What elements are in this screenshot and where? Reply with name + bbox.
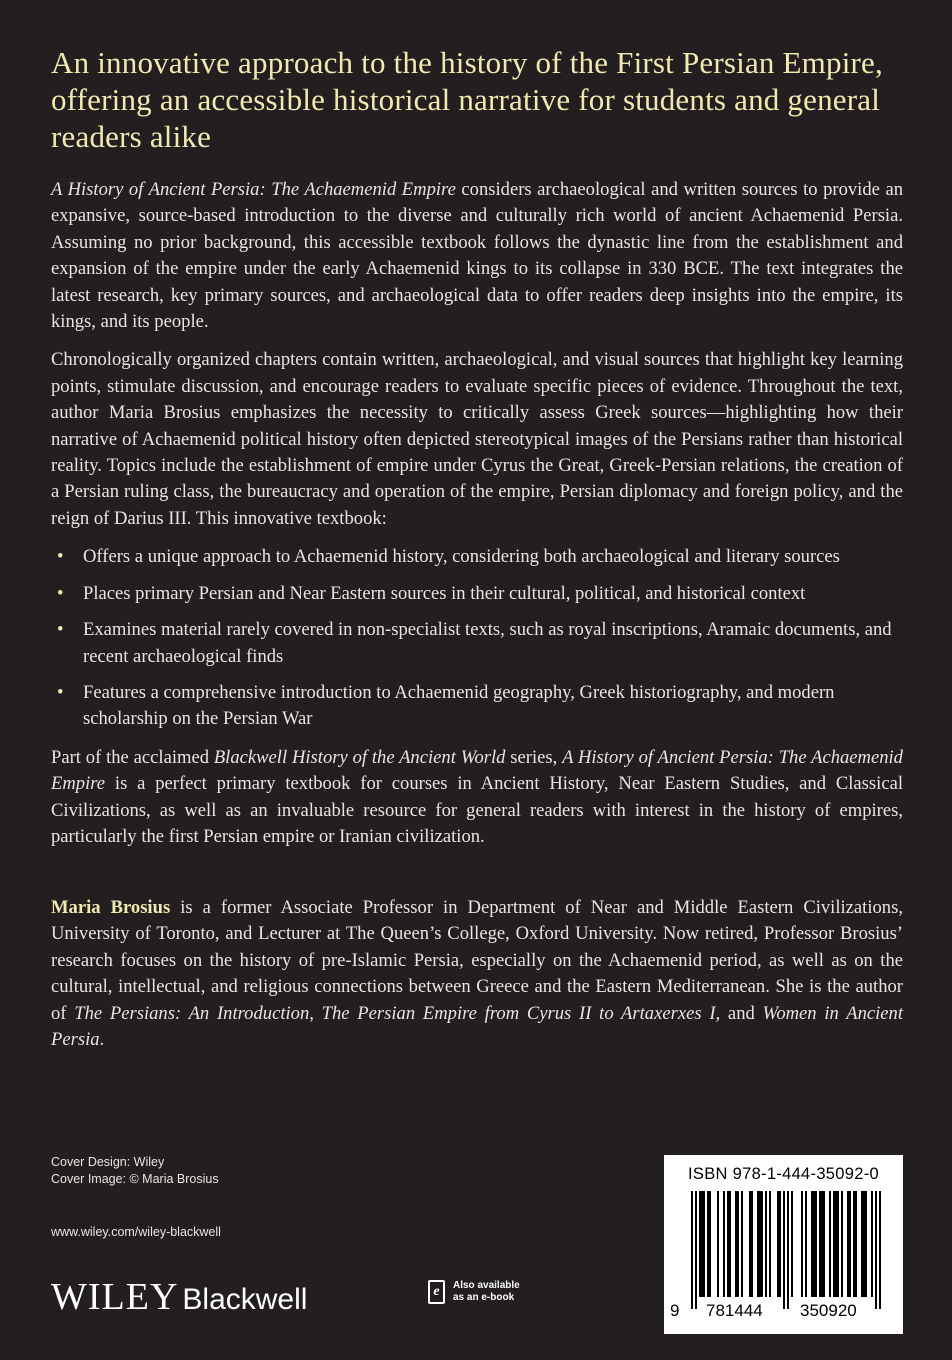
barcode-bar [759, 1191, 761, 1297]
barcode-bar [879, 1191, 881, 1309]
barcode-bar [787, 1191, 789, 1309]
isbn-label: ISBN 978-1-444-35092-0 [688, 1165, 879, 1183]
blackwell-wordmark: Blackwell [182, 1283, 308, 1316]
bullet-icon: • [57, 582, 64, 604]
barcode-bar [801, 1191, 803, 1297]
author-bio: Maria Brosius is a former Associate Professor in Department of Near and Middle Eastern Civilizations, University of Toronto, and Lecturer at The Queen’s College, Oxford University. Now retired, Professor Brosius’ research focuses on the history of pre-Islamic Persia, especially on the Achaemenid period, as well as on the cultural, intellectual, and religious connections between Greece and the Eastern Mediterranean. She is the author of The Persians: An Introduction, The Persian Empire from Cyrus II to Artaxerxes I, and Women in Ancient Persia. [51, 897, 904, 1051]
list-item: • Offers a unique approach to Achaemenid history, considering both archaeological and literary sources [51, 544, 903, 570]
barcode-bar [707, 1191, 709, 1297]
barcode-bar [819, 1191, 821, 1297]
barcode-bar [837, 1191, 839, 1297]
barcode-bar [729, 1191, 731, 1297]
ebook-icon: e [428, 1280, 445, 1304]
barcode-bar [829, 1191, 831, 1297]
list-item: • Places primary Persian and Near Eastern sources in their cultural, political, and historical context [51, 581, 903, 607]
publisher-logo [51, 1275, 307, 1319]
barcode-bar [741, 1191, 743, 1297]
barcode-icon [681, 1191, 886, 1311]
barcode-bar [805, 1191, 807, 1297]
barcode-bar [737, 1191, 739, 1297]
barcode-bar [717, 1191, 719, 1297]
barcode-bar [811, 1191, 813, 1297]
barcode-bar [813, 1191, 815, 1297]
barcode-bar [833, 1191, 835, 1297]
barcode-digits-right: 350920 [800, 1301, 857, 1320]
headline: An innovative approach to the history of the First Persian Empire, offering an accessible historical narrative for students and general readers alike [51, 45, 883, 154]
book-title: The Persians: An Introduction [74, 1002, 310, 1024]
barcode-bar [835, 1191, 837, 1297]
series-title: Blackwell History of the Ancient World [213, 746, 506, 768]
barcode-bar [695, 1191, 697, 1309]
description-paragraph-1: A History of Ancient Persia: The Achaemenid Empire considers archaeological and written sources to provide an expansive, source-based introduction to the diverse and culturally rich world of ancient Achaemenid Persia. Assuming no prior background, this accessible textbook follows the dynastic line from the establishment and expansion of the empire under the early Achaemenid kings to its collapse in 330 BCE. The text integrates the latest research, key primary sources, and archaeological data to offer readers deep insights into the empire, its kings, and its people. [51, 179, 903, 333]
bullet-icon: • [57, 546, 64, 568]
book-title: A History of Ancient Persia: The Achaemenid Empire [51, 746, 903, 795]
cover-design-credit: Cover Design: Wiley [51, 1155, 165, 1169]
feature-list [51, 544, 903, 732]
barcode-bar [815, 1191, 817, 1297]
barcode-bar [701, 1191, 703, 1297]
barcode-bar [735, 1191, 737, 1297]
cover-credits [51, 1154, 219, 1187]
ebook-notice [428, 1280, 523, 1304]
barcode-digits-left: 781444 [706, 1301, 763, 1320]
wiley-wordmark: WILEY [51, 1276, 179, 1318]
barcode-bar [691, 1191, 693, 1309]
barcode-bar [861, 1191, 863, 1297]
cover-image-credit: Cover Image: © Maria Brosius [51, 1171, 219, 1186]
barcode-bar [765, 1191, 767, 1297]
barcode-bar [865, 1191, 867, 1297]
barcode-bar [751, 1191, 753, 1297]
list-item: • Features a comprehensive introduction to Achaemenid geography, Greek historiography, and modern scholarship on the Persian War [57, 681, 835, 730]
barcode-bar [853, 1191, 855, 1297]
ebook-text: Also available as an e-book [453, 1280, 520, 1303]
barcode-bar [823, 1191, 825, 1297]
barcode-bar [709, 1191, 711, 1297]
barcode-bar [821, 1191, 823, 1297]
barcode-bar [863, 1191, 865, 1297]
author-name: Maria Brosius [51, 897, 171, 918]
bullet-icon: • [57, 619, 64, 641]
barcode-bar [841, 1191, 843, 1297]
description [51, 177, 903, 862]
barcode-bar [761, 1191, 763, 1297]
barcode-digit-lead: 9 [670, 1301, 680, 1320]
barcode-bar [791, 1191, 793, 1297]
barcode-bar [871, 1191, 873, 1297]
barcode-bar [847, 1191, 849, 1297]
list-item: • Examines material rarely covered in non-specialist texts, such as royal inscriptions, Aramaic documents, and recent archaeological finds [57, 619, 892, 667]
description-paragraph-2: Chronologically organized chapters contain written, archaeological, and visual sources that highlight key learning points, stimulate discussion, and encourage readers to evaluate specific pieces of evidence. Throughout the text, author Maria Brosius emphasizes the necessity to critically assess Greek sources—highlighting how their narrative of Achaemenid political history often depicted stereotypical images of the Persians rather than historical reality. Topics include the establishment of empire under Cyrus the Great, Greek-Persian relations, the creation of a Persian ruling class, the bureaucracy and operation of the empire, Persian diplomacy and foreign policy, and the reign of Darius III. This innovative textbook: [51, 349, 903, 529]
barcode-bar [727, 1191, 729, 1297]
description-paragraph-3: Part of the acclaimed Blackwell History of the Ancient World series, A History of Ancient Persia: The Achaemenid Empire is a perfect primary textbook for courses in Ancient History, Near Eastern Studies, and Classical Civilizations, as well as an invaluable resource for general readers with interest in the history of empires, particularly the first Persian empire or Iranian civilization. [51, 746, 903, 847]
barcode-bar [757, 1191, 759, 1297]
barcode-bar [769, 1191, 771, 1297]
barcode-bar [723, 1191, 725, 1297]
barcode-bar [749, 1191, 751, 1297]
publisher-website[interactable]: www.wiley.com/wiley-blackwell [51, 1225, 221, 1239]
barcode-bar [783, 1191, 785, 1309]
book-title: Women in Ancient Persia [51, 1002, 904, 1051]
barcode-bar [855, 1191, 857, 1297]
barcode-bar [875, 1191, 877, 1309]
barcode-bar [777, 1191, 779, 1297]
barcode-bar [703, 1191, 705, 1297]
book-title: A History of Ancient Persia: The Achaemenid Empire [51, 179, 456, 200]
barcode-bar [779, 1191, 781, 1297]
barcode-panel [664, 1155, 903, 1334]
bullet-icon: • [57, 681, 64, 703]
barcode-bar [849, 1191, 851, 1297]
book-title: The Persian Empire from Cyrus II to Artaxerxes I, [321, 1002, 721, 1024]
barcode-bar [699, 1191, 701, 1297]
